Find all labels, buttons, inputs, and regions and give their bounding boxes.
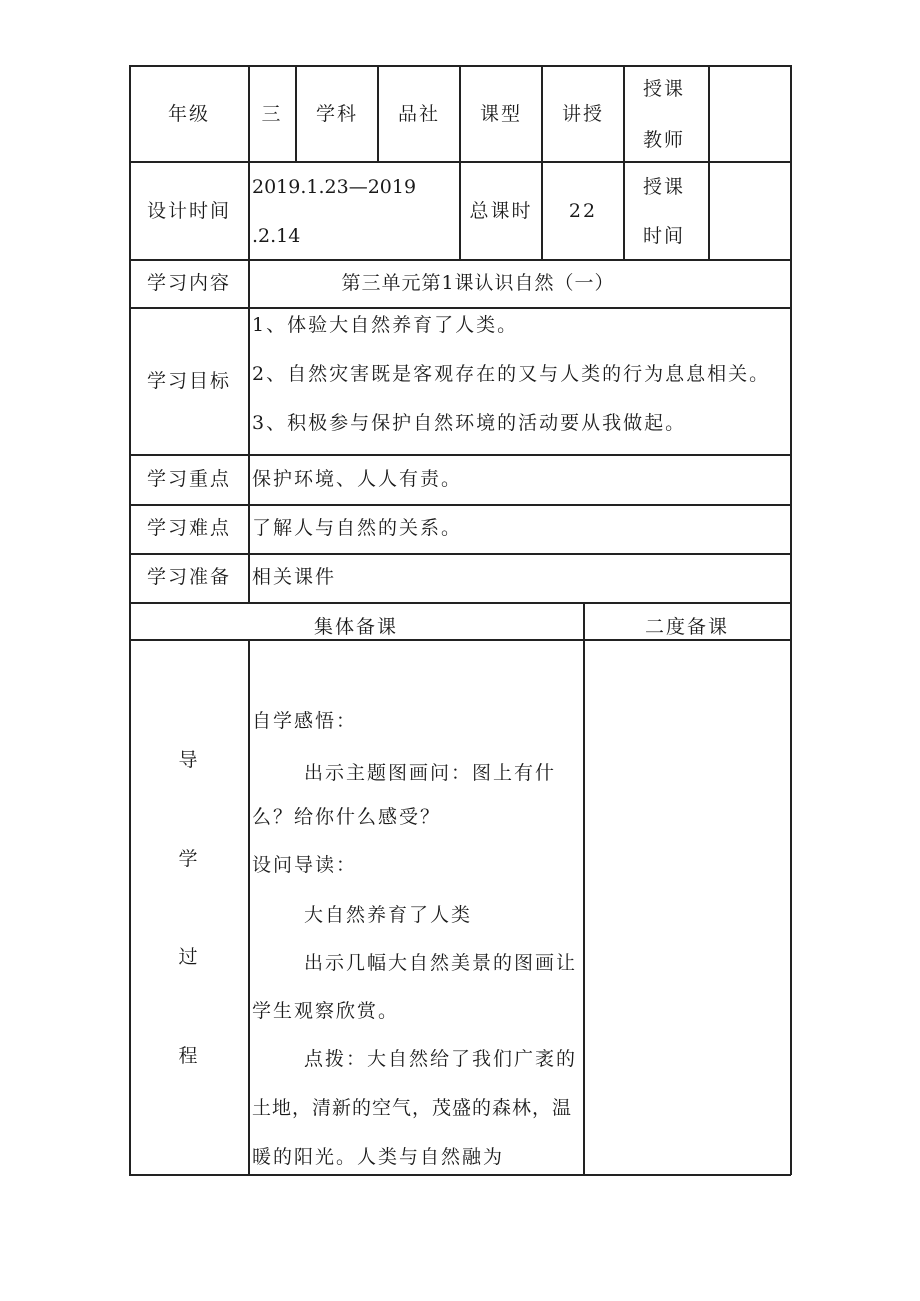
teacher-label-line1: 授课 bbox=[643, 78, 686, 100]
lesson-time-label-line1: 授课 bbox=[643, 176, 686, 198]
goal-item: 3、积极参与保护自然环境的活动要从我做起。 bbox=[252, 412, 687, 434]
process-label-char: 过 bbox=[178, 946, 200, 968]
row-divider bbox=[129, 307, 791, 309]
col-divider bbox=[248, 259, 250, 603]
total-hours-label: 总课时 bbox=[469, 200, 533, 222]
process-label-char: 导 bbox=[178, 749, 200, 771]
table-border-left bbox=[129, 65, 131, 1175]
collective-planning-header: 集体备课 bbox=[313, 616, 399, 638]
row-divider bbox=[129, 504, 791, 506]
process-line: 么？给你什么感受？ bbox=[252, 806, 442, 828]
col-divider bbox=[708, 65, 710, 162]
preparation-value: 相关课件 bbox=[252, 566, 337, 588]
goal-item: 2、自然灾害既是客观存在的又与人类的行为息息相关。 bbox=[252, 363, 771, 385]
process-line: 土地，清新的空气，茂盛的森林，温 bbox=[252, 1097, 573, 1119]
col-divider bbox=[583, 602, 585, 1175]
design-time-line1: 2019.1.23—2019 bbox=[252, 176, 417, 198]
process-line: 学生观察欣赏。 bbox=[252, 1000, 400, 1022]
col-divider bbox=[541, 65, 543, 162]
type-value: 讲授 bbox=[561, 103, 605, 125]
goals-label: 学习目标 bbox=[146, 370, 232, 392]
col-divider bbox=[623, 65, 625, 162]
teacher-label-line2: 教师 bbox=[643, 129, 686, 151]
col-divider bbox=[248, 65, 250, 162]
content-label: 学习内容 bbox=[146, 272, 232, 294]
process-line: 设问导读： bbox=[252, 854, 358, 876]
col-divider bbox=[541, 161, 543, 260]
content-value: 第三单元第1课认识自然（一） bbox=[341, 272, 615, 294]
process-line: 出示几幅大自然美景的图画让 bbox=[304, 952, 578, 974]
col-divider bbox=[248, 161, 250, 260]
col-divider bbox=[248, 639, 250, 1175]
row-divider bbox=[129, 639, 791, 641]
row-divider bbox=[129, 553, 791, 555]
subject-value: 品社 bbox=[397, 103, 441, 125]
preparation-label: 学习准备 bbox=[146, 566, 232, 588]
key-points-label: 学习重点 bbox=[146, 468, 232, 490]
process-line: 大自然养育了人类 bbox=[304, 904, 473, 926]
col-divider bbox=[295, 65, 297, 162]
row-divider bbox=[129, 454, 791, 456]
total-hours-value: 22 bbox=[568, 200, 598, 222]
grade-value: 三 bbox=[261, 103, 283, 125]
grade-label: 年级 bbox=[167, 103, 211, 125]
lesson-time-label-line2: 时间 bbox=[643, 225, 686, 247]
difficulties-label: 学习难点 bbox=[146, 517, 232, 539]
process-line: 暖的阳光。人类与自然融为 bbox=[252, 1146, 505, 1168]
table-border-bottom bbox=[129, 1174, 791, 1176]
difficulties-value: 了解人与自然的关系。 bbox=[252, 517, 463, 539]
type-label: 课型 bbox=[479, 103, 523, 125]
process-label-char: 学 bbox=[178, 848, 200, 870]
col-divider bbox=[459, 65, 461, 162]
subject-label: 学科 bbox=[315, 103, 359, 125]
table-border-right bbox=[790, 65, 792, 1175]
process-line: 自学感悟： bbox=[252, 710, 358, 732]
design-time-label: 设计时间 bbox=[146, 200, 232, 222]
col-divider bbox=[459, 161, 461, 260]
process-line: 出示主题图画问：图上有什 bbox=[304, 762, 557, 784]
design-time-line2: .2.14 bbox=[252, 225, 301, 247]
key-points-value: 保护环境、人人有责。 bbox=[252, 468, 463, 490]
col-divider bbox=[623, 161, 625, 260]
process-line: 点拨：大自然给了我们广袤的 bbox=[304, 1048, 578, 1070]
col-divider bbox=[377, 65, 379, 162]
col-divider bbox=[708, 161, 710, 260]
row-divider bbox=[129, 602, 791, 604]
goal-item: 1、体验大自然养育了人类。 bbox=[252, 314, 519, 336]
second-planning-header: 二度备课 bbox=[644, 616, 730, 638]
process-label-char: 程 bbox=[178, 1045, 200, 1067]
